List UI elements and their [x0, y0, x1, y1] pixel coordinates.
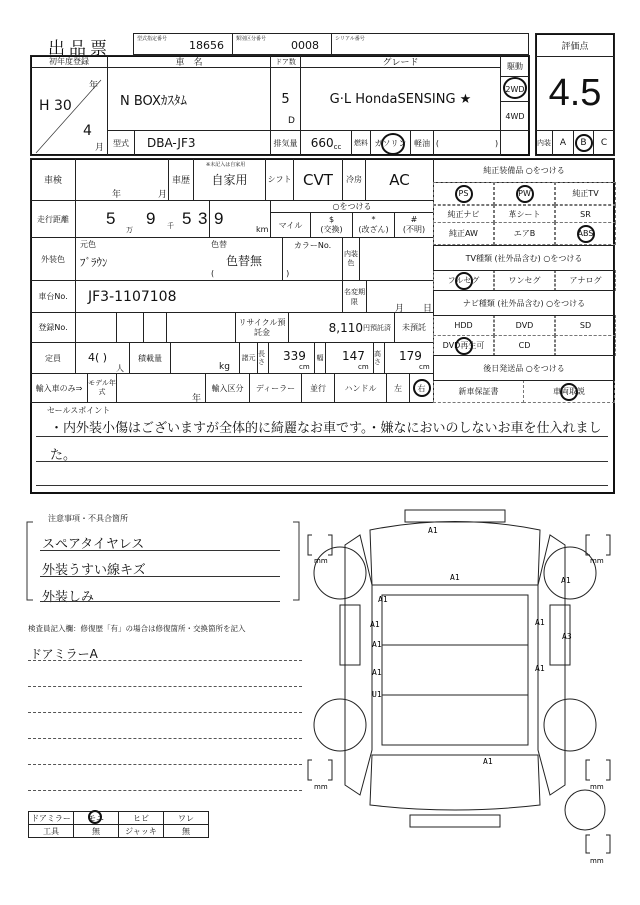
name-label: 車 名: [107, 55, 271, 68]
displacement-cell: [300, 130, 352, 156]
selected-circle: [455, 185, 473, 203]
grade: G·L HondaSENSING ★: [300, 67, 501, 131]
inspector-label: 検査員記入欄：修復歴「有」の場合は修復箇所・交換箇所を記入: [28, 624, 246, 633]
shift-label: シフト: [265, 158, 294, 201]
damage-mark: A1: [372, 640, 382, 649]
length-cell: [268, 342, 315, 374]
handle-label: ハンドル: [334, 373, 387, 403]
repaint-label: 色替: [211, 240, 227, 249]
load-label: 積載量: [129, 342, 171, 374]
equipment-option[interactable]: PS: [433, 182, 494, 205]
serial-cell: [331, 33, 529, 55]
interior-label: 内装: [535, 130, 553, 156]
note-item: スペアタイヤレス: [42, 537, 145, 552]
type-no-label: 型式指定番号: [137, 36, 168, 42]
inspection-cell: [75, 158, 169, 201]
selected-circle: [575, 134, 593, 152]
recycle-amount: 8,110: [328, 320, 363, 335]
import-type-label: 輸入区分: [205, 373, 250, 403]
equipment-option[interactable]: 純正ナビ: [433, 205, 494, 223]
length: 339: [283, 349, 306, 363]
name-change-label: 名変期限: [342, 280, 367, 313]
class-no-label: 類別区分番号: [236, 36, 267, 42]
equipment-option[interactable]: 純正TV: [555, 182, 616, 205]
selected-circle: [455, 337, 473, 355]
damage-mark: A1: [535, 664, 545, 673]
height: 179: [399, 349, 422, 363]
capacity-label: 定員: [30, 342, 76, 374]
capacity: 4( ): [88, 351, 108, 364]
navi-option[interactable]: SD: [555, 315, 616, 336]
length-label: 長さ: [257, 342, 269, 374]
serial-label: シリアル番号: [335, 36, 365, 42]
int-color-label: 内装色: [342, 237, 360, 281]
navi-header: ナビ種類 (社外品含む) ○をつける: [433, 290, 615, 316]
divider: [36, 436, 608, 437]
cc-unit: cc: [333, 143, 342, 151]
int-color-value: [359, 237, 434, 281]
model-year-cell: [116, 373, 206, 403]
doors-unit: D: [288, 116, 295, 126]
damage-mark: A1: [483, 757, 493, 766]
tools-cell: モニ: [73, 811, 119, 825]
navi-option[interactable]: DVD再生可: [433, 335, 494, 356]
inspection-label: 車検: [30, 158, 76, 201]
navi-option[interactable]: HDD: [433, 315, 494, 336]
reg-cell: [166, 312, 236, 343]
width-label: 幅: [314, 342, 326, 374]
mm-label: mm: [590, 557, 604, 565]
damage-mark: A1: [561, 576, 571, 585]
year-unit: 年: [192, 394, 202, 404]
damage-mark: A1: [428, 526, 438, 535]
divider: [28, 712, 302, 713]
handle-right[interactable]: 右: [409, 373, 434, 403]
car-diagram: [300, 505, 620, 865]
damage-mark: A1: [535, 618, 545, 627]
mile-option[interactable]: マイル: [270, 212, 311, 238]
mileage-digit: 3: [198, 209, 208, 228]
width-cell: [325, 342, 374, 374]
selected-circle: [381, 133, 405, 155]
mm-label: mm: [314, 557, 328, 565]
color-label: 外装色: [30, 237, 76, 281]
selected-circle: [413, 379, 431, 397]
damage-mark: A1: [378, 595, 388, 604]
dollar-mark: $: [328, 215, 335, 224]
note-item: 外装うすい線キズ: [42, 563, 146, 578]
tv-option[interactable]: アナログ: [555, 270, 616, 291]
tools-cell: 無: [73, 824, 119, 838]
chassis-label: 車台No.: [30, 280, 76, 313]
notes-label: 注意事項・不具合箇所: [48, 514, 128, 523]
reg-cell: [116, 312, 144, 343]
tv-option[interactable]: フルセグ: [433, 270, 494, 291]
ac-label: 冷房: [342, 158, 366, 201]
model-label: 型式: [107, 130, 135, 156]
interior-b[interactable]: B: [573, 130, 594, 156]
divider: [40, 601, 280, 602]
sheet-title: 出品票: [48, 39, 111, 59]
damage-mark: U1: [372, 690, 382, 699]
nc-month: 月: [395, 304, 405, 314]
selected-circle: [503, 77, 527, 99]
first-reg-label: 初年度登録: [30, 55, 108, 68]
class-no: 0008: [291, 39, 319, 52]
tv-option[interactable]: ワンセグ: [494, 270, 555, 291]
sales-point-line1: ・内外装小傷はございますが全体的に綺麗なお車です。・嫌なにおいのしないお車を仕入れまし: [50, 421, 602, 436]
mileage-cell-2: [209, 200, 271, 238]
exchanged-label: (交換): [320, 225, 343, 234]
unknown-label: (不明): [402, 225, 426, 234]
handle-left[interactable]: 左: [386, 373, 410, 403]
month-unit: 月: [158, 190, 168, 200]
interior-a[interactable]: A: [552, 130, 574, 156]
inspector-note: ドアミラーA: [30, 647, 98, 661]
later-option[interactable]: 車両取説: [523, 380, 615, 403]
shift: CVT: [293, 158, 343, 201]
divider: [40, 550, 280, 551]
model-year-label: モデル年式: [87, 373, 117, 403]
car-name: N BOXｶｽﾀﾑ: [107, 67, 271, 131]
tools-cell: ワレ: [163, 811, 209, 825]
tools-cell: ヒビ: [118, 811, 164, 825]
score: 4.5: [535, 56, 615, 131]
color-cell: [75, 237, 290, 281]
equipment-option[interactable]: ABS: [555, 222, 616, 245]
sales-point-label: セールスポイント: [47, 406, 111, 415]
type-no: 18656: [189, 39, 224, 52]
history-label: 車歴: [168, 158, 194, 201]
unknown-option[interactable]: [394, 212, 434, 238]
height-label: 高さ: [373, 342, 385, 374]
tools-cell: 工具: [28, 824, 74, 838]
history-note: ※未記入は自家用: [206, 162, 246, 168]
class-no-cell: [232, 33, 332, 55]
recycle-cell: [288, 312, 395, 343]
later-option[interactable]: 新車保証書: [433, 380, 524, 403]
divider: [36, 461, 608, 462]
width: 147: [342, 349, 365, 363]
divider: [36, 485, 608, 486]
history: 自家用: [211, 173, 248, 187]
first-reg-era: H 30: [39, 98, 72, 114]
fuel-diesel[interactable]: 軽油: [410, 130, 434, 156]
recycle-unit: 円預託済: [363, 323, 391, 332]
sen-unit: 千: [167, 222, 174, 230]
interior-c[interactable]: C: [593, 130, 615, 156]
displacement: 660: [310, 136, 334, 150]
mark-note: ○をつける: [270, 200, 434, 213]
selected-circle: [560, 383, 578, 401]
tools-cell: ドアミラー: [28, 811, 74, 825]
orig-color: ﾌﾞﾗｳﾝ: [80, 256, 108, 269]
tools-cell: 無: [163, 824, 209, 838]
later-header: 後日発送品 ○をつける: [433, 355, 615, 381]
selected-circle: [88, 810, 102, 824]
ac: AC: [365, 158, 434, 201]
color-no-label: カラーNo.: [282, 237, 343, 281]
reg-label: 登録No.: [30, 312, 76, 343]
person-unit: 人: [116, 364, 124, 373]
divider: [40, 576, 280, 577]
hash-mark: #: [410, 215, 418, 224]
equipment-option[interactable]: 革シート: [494, 205, 555, 223]
navi-empty[interactable]: [555, 335, 616, 356]
note-item: 外装しみ: [42, 590, 95, 605]
equipment-option[interactable]: SR: [555, 205, 616, 223]
mileage-label: 走行距離: [30, 200, 76, 238]
name-change-cell: [366, 280, 434, 313]
reg-cell: [143, 312, 167, 343]
mm-label: mm: [590, 857, 604, 865]
year-unit: 年: [112, 190, 122, 200]
cm-unit: cm: [299, 363, 310, 371]
selected-circle: [455, 272, 473, 290]
equipment-option[interactable]: PW: [494, 182, 555, 205]
navi-option[interactable]: DVD: [494, 315, 555, 336]
model: DBA-JF3: [134, 130, 271, 156]
equipment-option[interactable]: エアB: [494, 222, 555, 245]
mileage-digit: 5: [182, 209, 192, 228]
cm-unit: cm: [419, 363, 430, 371]
fuel-gasoline[interactable]: ガソリン: [370, 130, 411, 156]
reg-cell: [75, 312, 117, 343]
drive-2wd[interactable]: 2WD: [500, 76, 530, 102]
divider: [28, 686, 302, 687]
mm-label: mm: [314, 783, 328, 791]
capacity-cell: [75, 342, 130, 374]
tools-cell: ジャッキ: [118, 824, 164, 838]
damage-mark: A3: [562, 632, 572, 641]
mileage-digit: 5: [106, 209, 116, 228]
selected-circle: [577, 225, 595, 243]
mileage-digit: 9: [214, 209, 224, 228]
repaint-paren: ( ): [211, 269, 290, 278]
fuel-other: ( ): [433, 130, 501, 156]
load-cell: [170, 342, 240, 374]
tampered-label: (改ざん): [358, 225, 389, 234]
cm-unit: cm: [358, 363, 369, 371]
selected-circle: [516, 185, 534, 203]
mileage-digit: 9: [146, 209, 156, 228]
drive-4wd[interactable]: 4WD: [500, 101, 530, 131]
mm-label: mm: [590, 783, 604, 791]
mileage-cell: [75, 200, 210, 238]
import-label: 輸入車のみ⇒: [30, 373, 88, 403]
kg-unit: kg: [219, 362, 230, 372]
damage-mark: A1: [450, 573, 460, 582]
displacement-label: 排気量: [270, 130, 301, 156]
doors: 5: [281, 91, 290, 107]
man-unit: 万: [126, 226, 133, 234]
equipment-option[interactable]: 純正AW: [433, 222, 494, 245]
not-deposited[interactable]: 未預託: [394, 312, 434, 343]
divider: [28, 764, 302, 765]
exchanged-option[interactable]: [310, 212, 353, 238]
dealer-option[interactable]: ディーラー: [249, 373, 302, 403]
parallel-option[interactable]: 並行: [301, 373, 335, 403]
spec-label: 諸元: [239, 342, 258, 374]
type-no-cell: [133, 33, 233, 55]
fuel-label: 燃料: [351, 130, 371, 156]
damage-mark: A1: [372, 668, 382, 677]
height-cell: [384, 342, 434, 374]
km-unit: km: [256, 225, 269, 234]
tv-header: TV種類 (社外品含む) ○をつける: [433, 245, 615, 271]
year-unit: 年: [89, 81, 99, 91]
tampered-option[interactable]: [352, 212, 395, 238]
equipment-header: 純正装備品 ○をつける: [433, 158, 615, 183]
doors-label: ドア数: [270, 55, 301, 68]
first-reg-cell: [30, 67, 108, 156]
chassis: JF3-1107108: [75, 280, 343, 313]
first-reg-month: 4: [83, 123, 92, 139]
orig-color-label: 元色: [80, 240, 96, 249]
recycle-label: リサイクル預託金: [235, 312, 289, 343]
divider: [28, 790, 302, 791]
damage-mark: A1: [370, 620, 380, 629]
divider: [28, 738, 302, 739]
drive-label: 駆動: [500, 55, 530, 77]
repaint: 色替無: [226, 254, 263, 268]
doors-cell: [270, 67, 301, 131]
grade-label: グレード: [300, 55, 501, 68]
nc-day: 日: [423, 304, 433, 314]
divider: [28, 660, 302, 661]
star-mark: *: [371, 215, 376, 224]
history-cell: [193, 158, 266, 201]
month-unit: 月: [95, 143, 105, 153]
score-label: 評価点: [535, 33, 615, 57]
navi-option[interactable]: CD: [494, 335, 555, 356]
sales-point-line2: た。: [50, 448, 77, 463]
